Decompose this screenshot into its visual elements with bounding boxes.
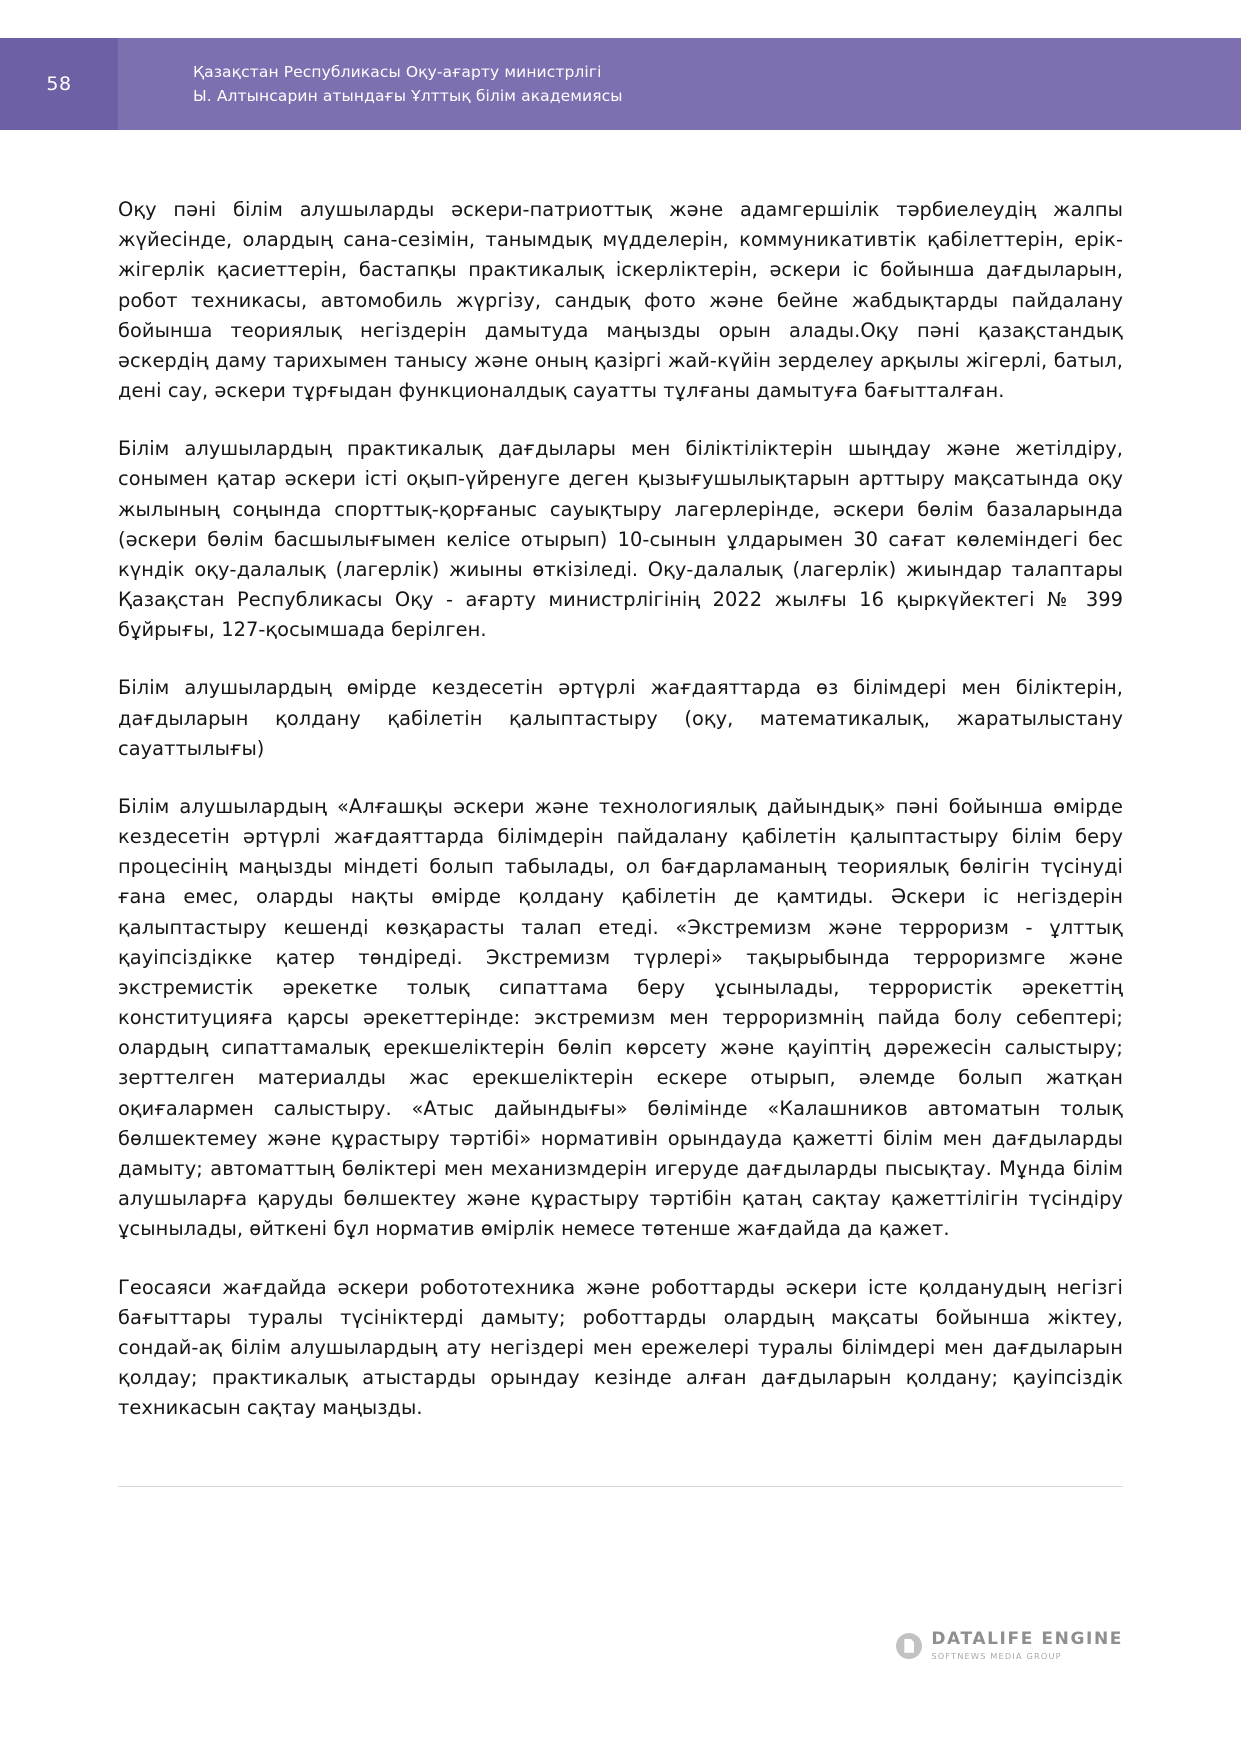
footer-brand-tagline: SOFTNEWS MEDIA GROUP — [931, 1650, 1062, 1661]
footer-watermark — [896, 1631, 1123, 1661]
paragraph: Білім алушылардың «Алғашқы әскери және технологиялық дайындық» пәні бойынша өмірде кездесетін әртүрлі жағдаяттарда білімдерін пайдалану қабілетін қалыптастыру білім беру процесінің маңызды міндеті болып табылады, ол бағдарламаның теориялық бөлігін түсінуді ғана емес, оларды нақты өмірде қолдану қабілетін де қамтиды. Әскери іс негіздерін қалыптастыру кешенді көзқарасты талап етеді. «Экстремизм және терроризм - ұлттық қауіпсіздікке қатер төндіреді. Экстремизм түрлері» тақырыбында терроризмге және экстремистік әрекетке толық сипаттама беру ұсынылады, террористік әрекеттің конституцияға қарсы әрекеттерінде: экстремизм мен терроризмнің пайда болу себептері; олардың сипаттамалық ерекшеліктерін бөліп көрсету және қауіптің дәрежесін салыстыру; зерттелген материалды жас ерекшеліктерін ескере отырып, әлемде болып жатқан оқиғалармен салыстыру. «Атыс дайындығы» бөлімінде «Калашников автоматын толық бөлшектемеу және құрастыру тәртібі» нормативін орындауда қажетті білім мен дағдыларды дамыту; автоматтың бөліктері мен механизмдерін игеруде дағдыларды пысықтау. Мұнда білім алушыларға қаруды бөлшектеу және құрастыру тәртібін қатаң сақтау қажеттілігін түсіндіру ұсынылады, өйткені бұл норматив өмірлік немесе төтенше жағдайда да қажет. — [118, 794, 1123, 1241]
page-document-icon — [896, 1633, 922, 1659]
footer-brand-block — [931, 1631, 1123, 1661]
footer-brand-name: DATALIFE ENGINE — [931, 1629, 1123, 1649]
document-body — [118, 195, 1123, 1423]
header-organization — [118, 38, 1241, 130]
paragraph: Білім алушылардың өмірде кездесетін әртүрлі жағдаяттарда өз білімдері мен біліктерін, дағдыларын қолдану қабілетін қалыптастыру (оқу, математикалық, жаратылыстану сауаттылығы) — [118, 676, 1123, 760]
page-header — [0, 38, 1241, 130]
paragraph: Оқу пәні білім алушыларды әскери-патриоттық және адамгершілік тәрбиелеудің жалпы жүйесінде, олардың сана-сезімін, танымдық мүдделерін, коммуникативтік қабілеттерін, ерік-жігерлік қасиеттерін, бастапқы практикалық іскерліктерін, әскери іс бойынша дағдыларын, робот техникасы, автомобиль жүргізу, сандық фото және бейне жабдықтарды пайдалану бойынша теориялық негіздерін дамытуда маңызды орын алады.Оқу пәні қазақстандық әскердің даму тарихымен танысу және оның қазіргі жай-күйін зерделеу арқылы жігерлі, батыл, дені сау, әскери тұрғыдан функционалдық сауатты тұлғаны дамытуға бағытталған. — [118, 198, 1123, 403]
paragraph: Білім алушылардың практикалық дағдылары мен біліктіліктерін шыңдау және жетілдіру, сонымен қатар әскери істі оқып-үйренуге деген қызығушылықтарын арттыру мақсатында оқу жылының соңында спорттық-қорғаныс сауықтыру лагерлерінде, әскери бөлім базаларында (әскери бөлім басшылығымен келісе отырып) 10-сынын ұлдарымен 30 сағат көлеміндегі бес күндік оқу-далалық (лагерлік) жиыны өткізіледі. Оқу-далалық (лагерлік) жиындар талаптары Қазақстан Республикасы Оқу - ағарту министрлігінің 2022 жылғы 16 қыркүйектегі № 399 бұйрығы, 127-қосымшада берілген. — [118, 437, 1123, 642]
footer-divider — [118, 1486, 1123, 1487]
paragraph: Геосаяси жағдайда әскери робототехника және роботтарды әскери істе қолданудың негізгі бағыттары туралы түсініктерді дамыту; роботтарды олардың мақсаты бойынша жіктеу, сондай-ақ білім алушылардың ату негіздері мен ережелері туралы білімдері мен дағдыларын қолдау; практикалық атыстарды орындау кезінде алған дағдыларын қолдану; қауіпсіздік техникасын сақтау маңызды. — [118, 1275, 1123, 1420]
page-number-box — [0, 38, 118, 130]
header-line-ministry: Қазақстан Республикасы Оқу-ағарту министрлігі — [193, 62, 602, 81]
page-number: 58 — [46, 73, 72, 95]
header-line-academy: Ы. Алтынсарин атындағы Ұлттық білім академиясы — [193, 87, 623, 105]
